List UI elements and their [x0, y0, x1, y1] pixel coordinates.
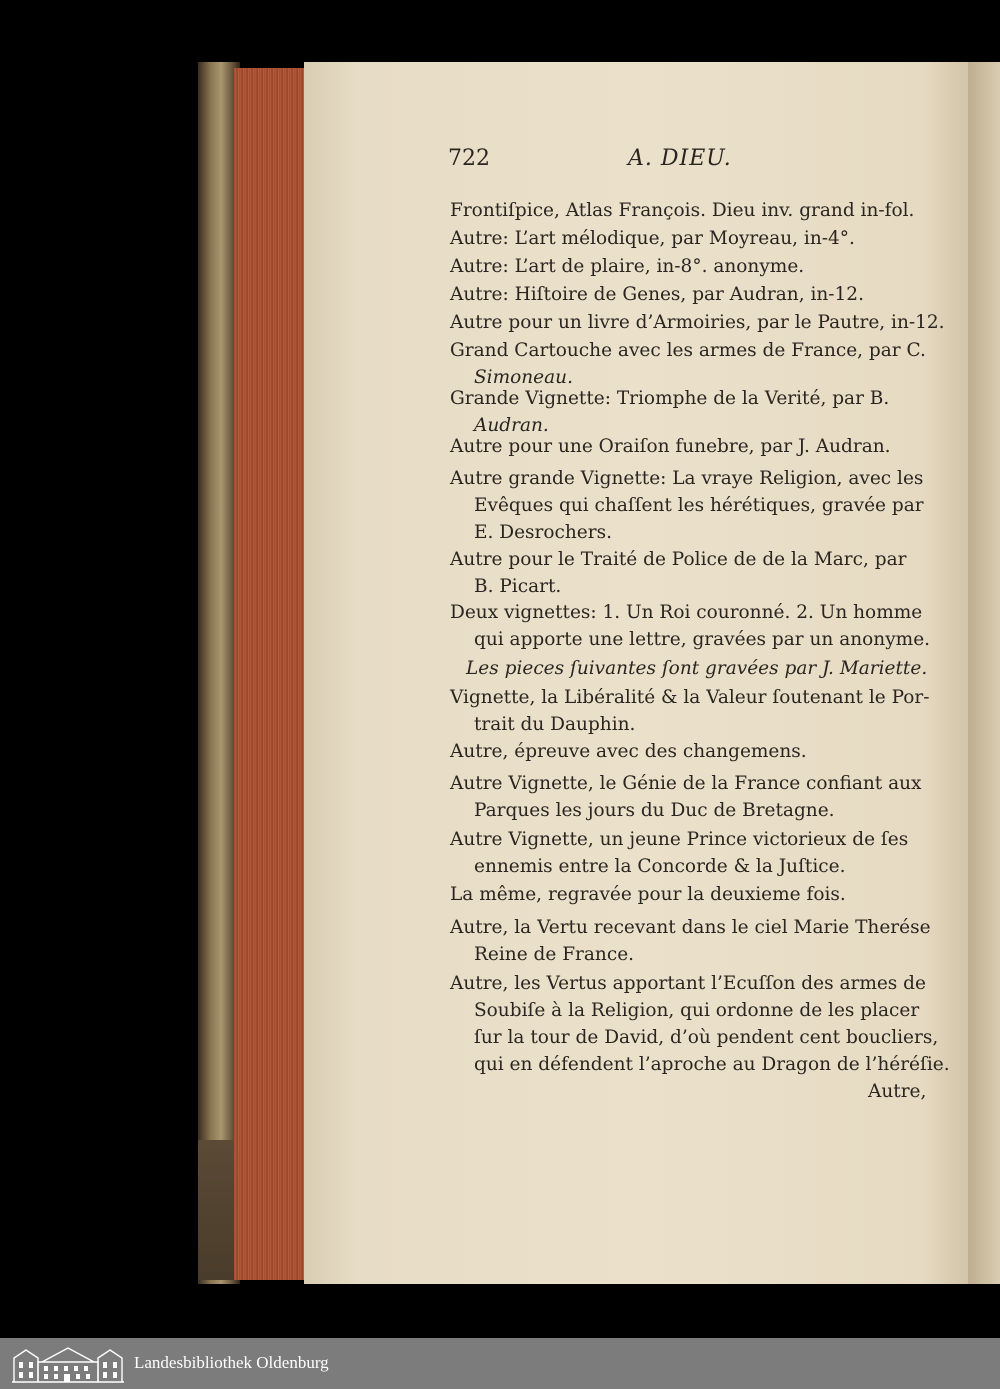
catalog-entry: Grande Vignette: Triomphe de la Verité, par B. Audran. — [450, 388, 890, 436]
catalog-entry: Autre pour un livre d’Armoiries, par le Pautre, in-12. — [450, 312, 945, 333]
facing-page-edge — [968, 62, 1000, 1284]
catalog-entry: Deux vignettes: 1. Un Roi couronné. 2. Un homme qui apporte une lettre, gravées par un anonyme. — [450, 602, 931, 650]
catchword: Autre, — [868, 1081, 927, 1102]
catalog-entry: Autre grande Vignette: La vraye Religion, avec les Evêques qui chaſſent les hérétiques, gravée par E. Desrochers. — [450, 468, 924, 543]
catalog-entry: La même, regravée pour la deuxieme fois. — [450, 884, 846, 905]
footer-bar — [0, 1338, 1000, 1389]
running-head — [448, 146, 928, 186]
library-building-icon — [12, 1344, 124, 1384]
running-title: A. DIEU. — [628, 146, 732, 171]
catalog-entry: Grand Cartouche avec les armes de France, par C. Simoneau. — [450, 340, 926, 388]
catalog-entry: Autre pour le Traité de Police de de la Marc, par B. Picart. — [450, 549, 907, 597]
catalog-entry: Autre Vignette, le Génie de la France confiant aux Parques les jours du Duc de Bretagne. — [450, 773, 922, 821]
catalog-entry: Autre, épreuve avec des changemens. — [450, 741, 807, 762]
catalog-entry: Autre, la Vertu recevant dans le ciel Marie Therése Reine de France. — [450, 917, 931, 965]
page-number: 722 — [448, 146, 490, 171]
catalog-entry: Frontiſpice, Atlas François. Dieu inv. grand in-fol. — [450, 200, 915, 221]
catalog-entry: Autre: L’art mélodique, par Moyreau, in-4°. — [450, 228, 855, 249]
catalog-entry: Autre Vignette, un jeune Prince victorieux de ſes ennemis entre la Concorde & la Juſtice. — [450, 829, 909, 877]
page-edges — [234, 68, 308, 1280]
catalog-entry: Autre, les Vertus apportant l’Ecuſſon des armes de Soubiſe à la Religion, qui ordonne de les placer ſur la tour de David, d’où pendent cent boucliers, qui en défendent l’aproche au Dragon de l’héréſie. — [450, 973, 950, 1075]
catalog-entry: Autre pour une Oraiſon funebre, par J. Audran. — [450, 436, 891, 457]
library-name: Landesbibliothek Oldenburg — [134, 1353, 329, 1372]
catalog-entry: Autre: Hiſtoire de Genes, par Audran, in-12. — [450, 284, 864, 305]
section-heading: Les pieces ſuivantes ſont gravées par J. Mariette. — [466, 658, 928, 679]
catalog-entry: Autre: L’art de plaire, in-8°. anonyme. — [450, 256, 805, 277]
catalog-entry: Vignette, la Libéralité & la Valeur ſoutenant le Por- trait du Dauphin. — [450, 687, 930, 735]
